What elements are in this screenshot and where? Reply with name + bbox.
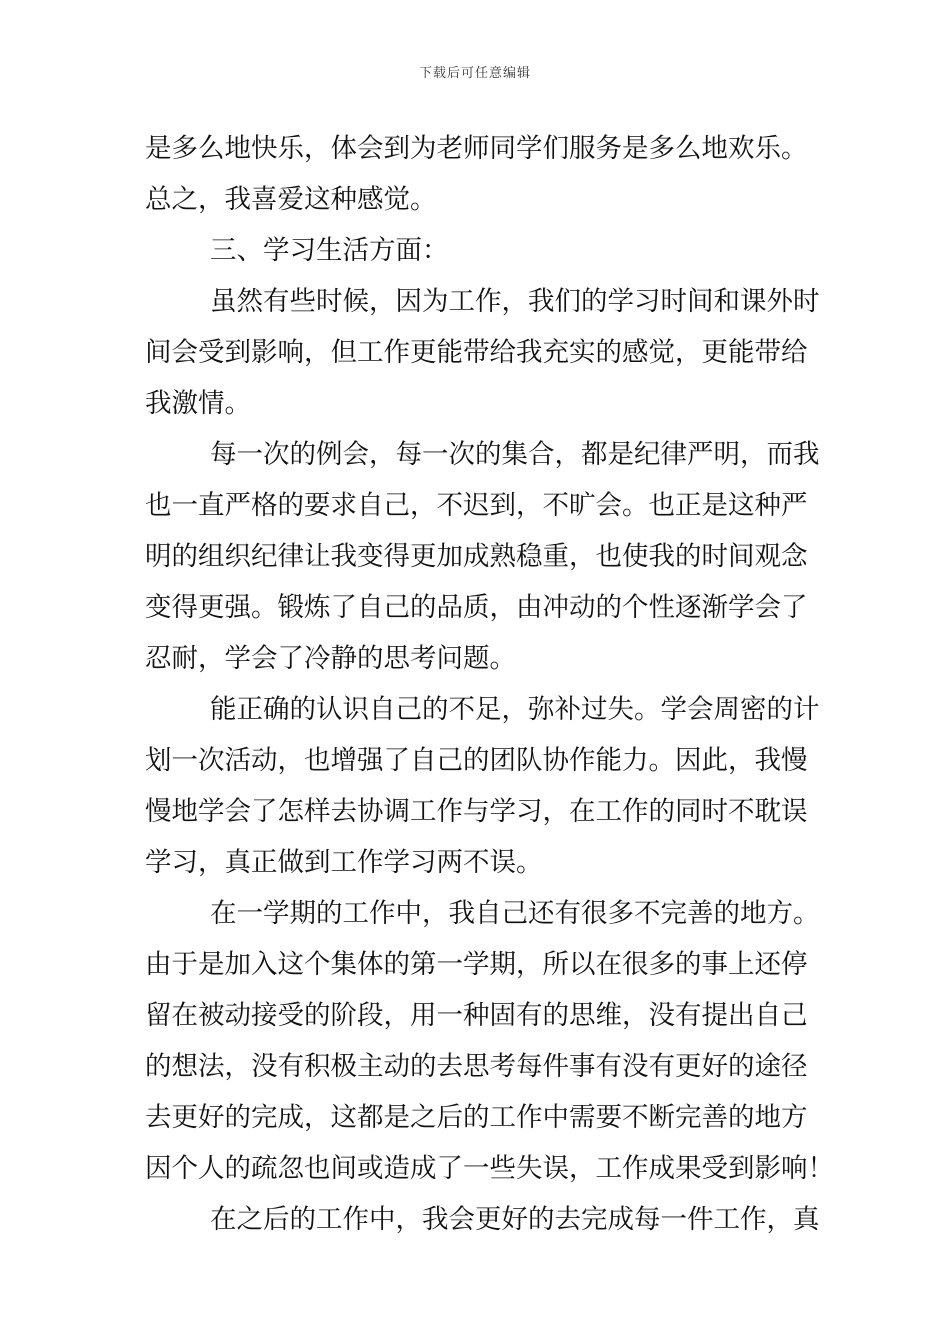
text-line: 能正确的认识自己的不足，弥补过失。学会周密的计	[210, 694, 820, 725]
text-line: 划一次活动，也增强了自己的团队协作能力。因此，我慢	[145, 745, 808, 776]
text-line: 慢地学会了怎样去协调工作与学习，在工作的同时不耽误	[145, 796, 808, 827]
document-body	[145, 123, 834, 1245]
text-line: 每一次的例会，每一次的集合，都是纪律严明，而我	[210, 439, 820, 470]
page-header: 下载后可任意编辑	[418, 66, 531, 81]
text-line: 间会受到影响，但工作更能带给我充实的感觉，更能带给	[145, 337, 808, 368]
text-line: 因个人的疏忽也间或造成了一些失误，工作成果受到影响！	[145, 1153, 834, 1184]
text-line: 忍耐，学会了冷静的思考问题。	[145, 643, 516, 674]
text-line: 学习，真正做到工作学习两不误。	[145, 847, 543, 878]
text-line: 在之后的工作中，我会更好的去完成每一件工作，真	[210, 1204, 820, 1235]
text-line: 虽然有些时候，因为工作，我们的学习时间和课外时	[210, 286, 820, 317]
text-line: 变得更强。锻炼了自己的品质，由冲动的个性逐渐学会了	[145, 592, 808, 623]
text-line: 是多么地快乐，体会到为老师同学们服务是多么地欢乐。	[145, 133, 808, 164]
text-line: 明的组织纪律让我变得更加成熟稳重，也使我的时间观念	[145, 541, 808, 572]
text-line: 在一学期的工作中，我自己还有很多不完善的地方。	[210, 898, 820, 929]
text-line: 由于是加入这个集体的第一学期，所以在很多的事上还停	[145, 949, 808, 980]
text-line: 总之，我喜爱这种感觉。	[145, 184, 437, 215]
text-line: 的想法，没有积极主动的去思考每件事有没有更好的途径	[145, 1051, 808, 1082]
text-line: 也一直严格的要求自己，不迟到，不旷会。也正是这种严	[145, 490, 808, 521]
text-line: 我激情。	[145, 388, 251, 419]
text-line: 留在被动接受的阶段，用一种固有的思维，没有提出自己	[145, 1000, 808, 1031]
text-line: 去更好的完成，这都是之后的工作中需要不断完善的地方	[145, 1102, 808, 1133]
text-line: 三、学习生活方面：	[210, 235, 449, 266]
